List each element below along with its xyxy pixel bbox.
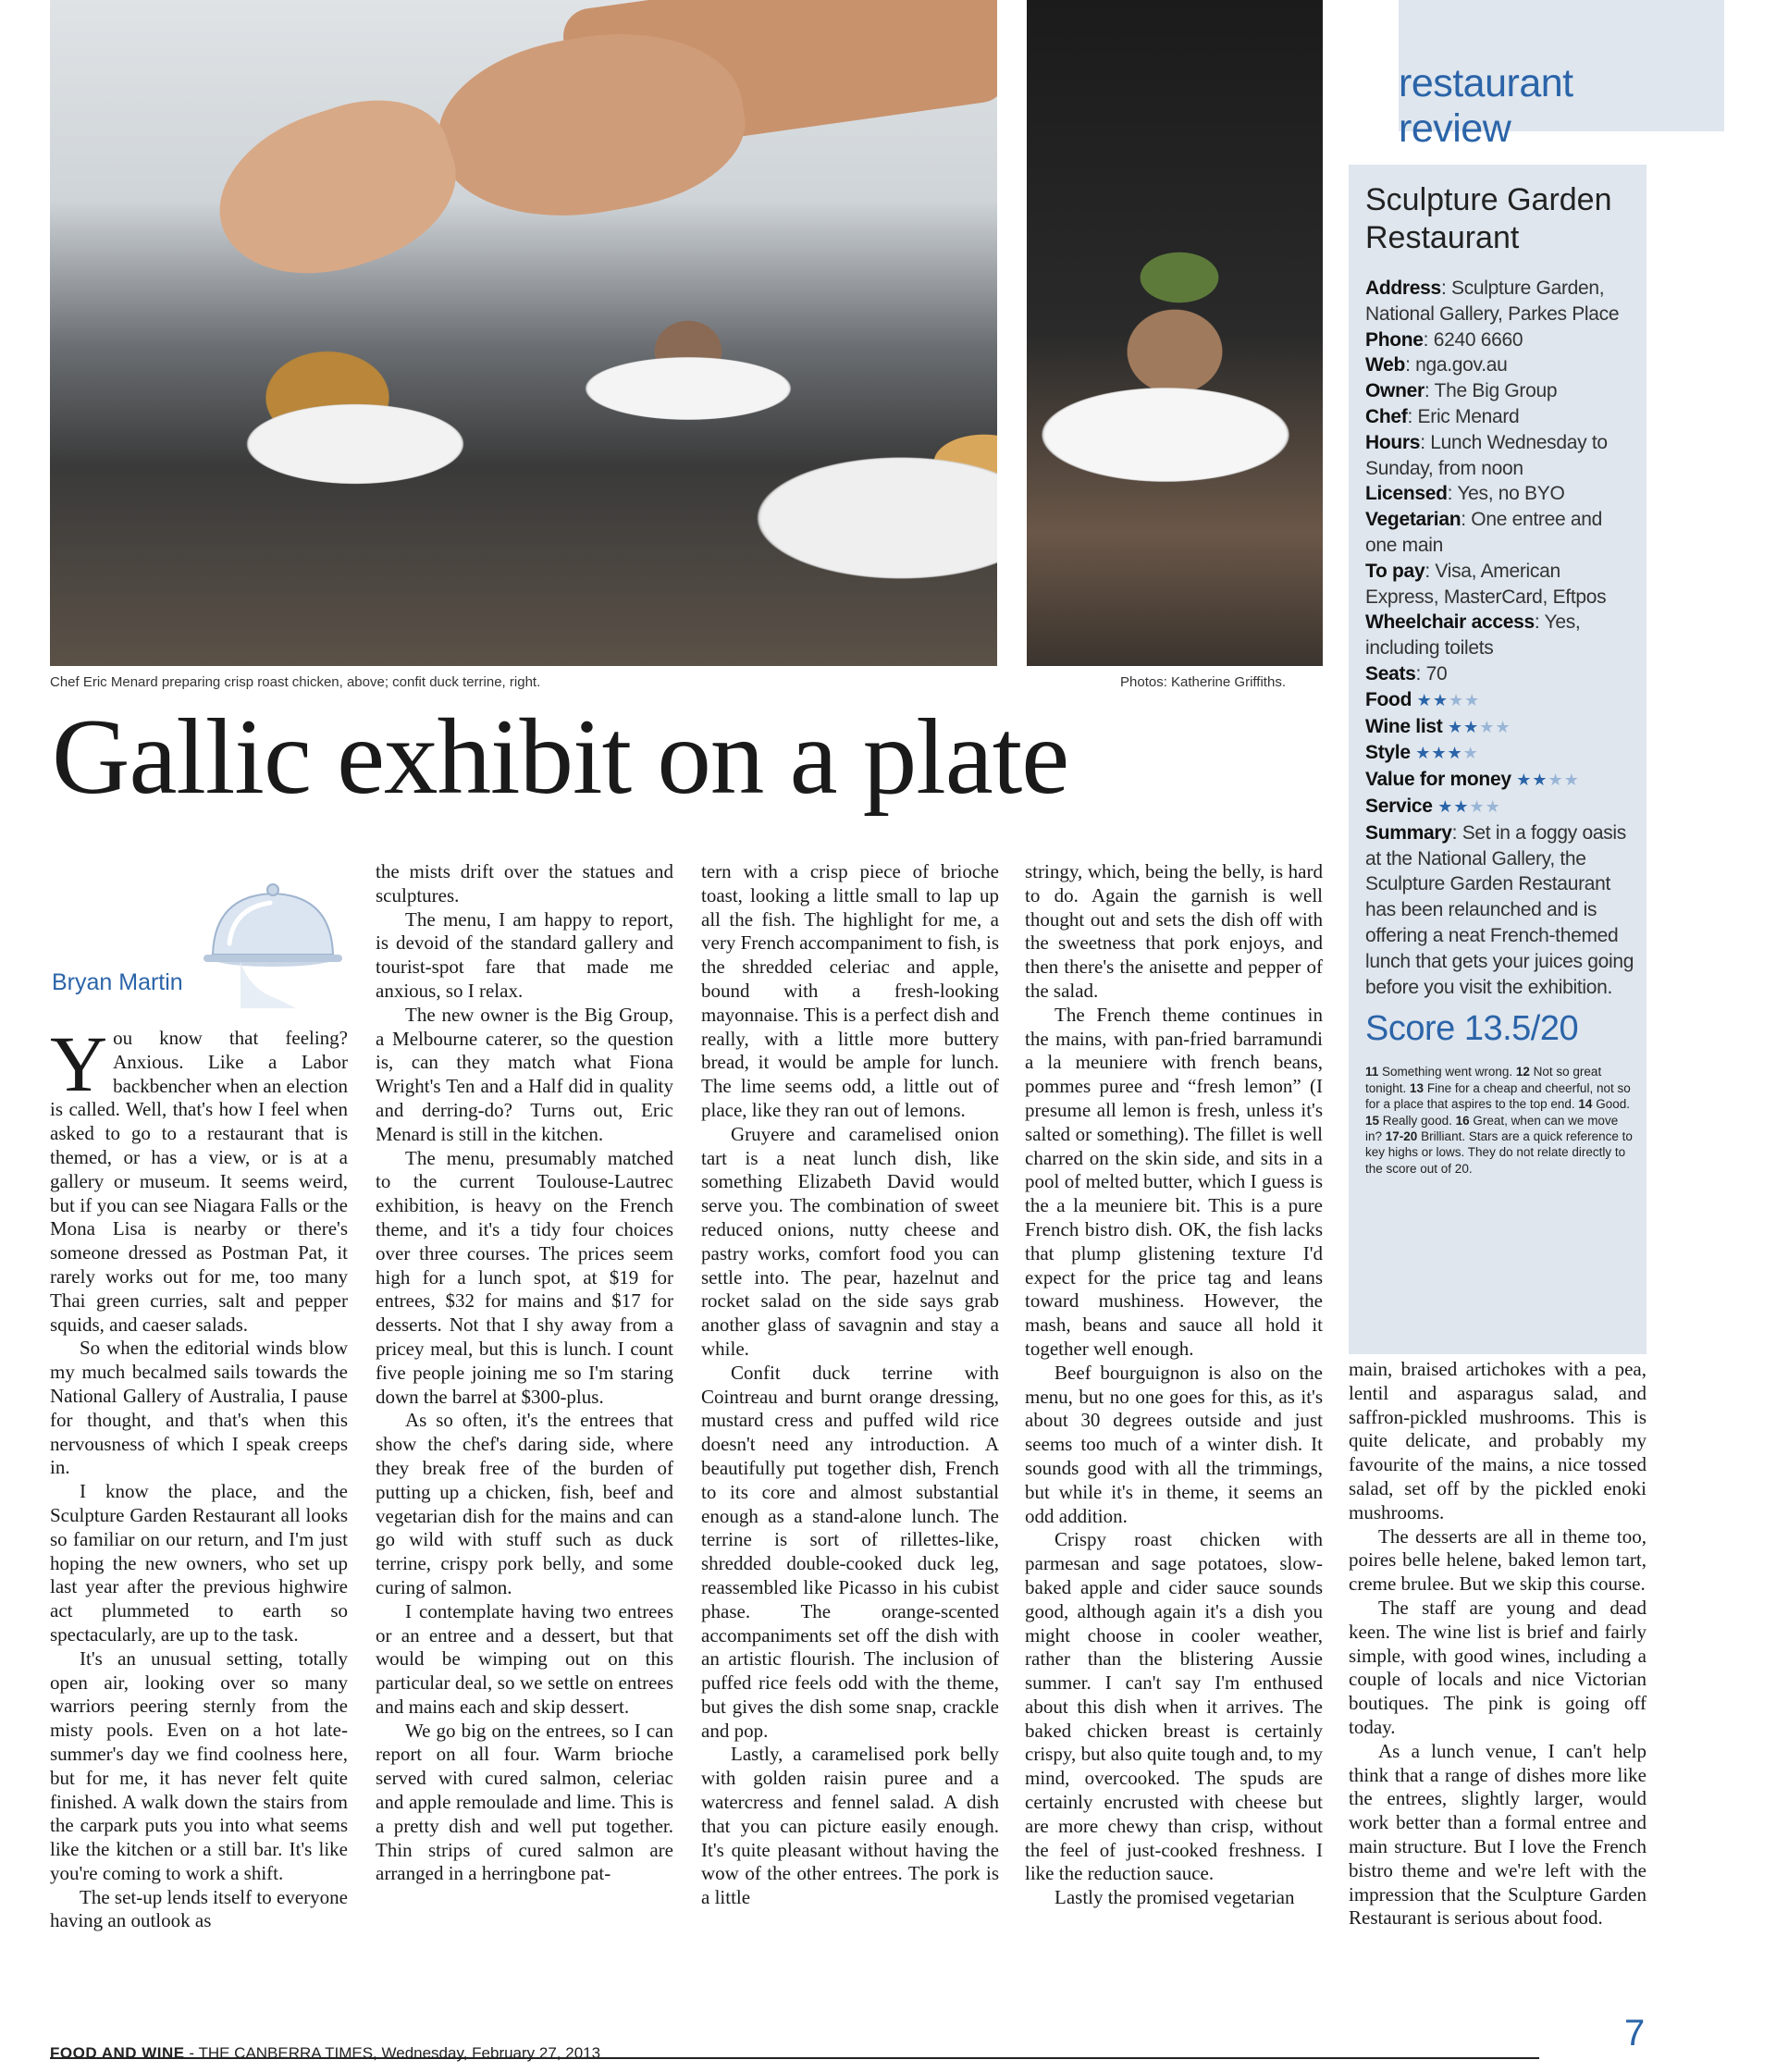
section-label: restaurant review	[1399, 61, 1573, 151]
paragraph: It's an unusual setting, totally open air, looking over so many warriors peering sternly from the misty pools. Even on a hot late-summer's day we find coolness here, but for me, it has never felt quite finished. A walk down the stairs from the carpark puts you into what seems like the kitchen or a still bar. It's like you're coming to work a shift.	[50, 1646, 348, 1884]
star-rating-icon: ★★★★	[1415, 744, 1479, 763]
rating-row: Food ★★★★	[1365, 688, 1481, 710]
star-rating-icon: ★★★★	[1437, 796, 1501, 816]
rating-row: Wine list ★★★★	[1365, 715, 1511, 737]
article-column-4	[1025, 860, 1323, 1910]
info-row: Wheelchair access: Yes, including toilets	[1365, 611, 1581, 660]
info-row: Phone: 6240 6660	[1365, 328, 1523, 351]
paragraph: The French theme continues in the mains, with pan-fried barramundi a la meuniere with french beans, pommes puree and “fresh lemon” (I presume all lemon is fresh, unless it's salted or something). The fillet is well charred on the skin side, and sits in a pool of melted butter, which I guess is the a la meuniere bit. This is a pure French bistro dish. OK, the fish lacks that plump glistening texture I'd expect for the price tag and leans toward mushiness. However, the mash, beans and sauce all hold it together well enough.	[1025, 1003, 1323, 1360]
section-tab	[1399, 0, 1724, 151]
paragraph: Confit duck terrine with Cointreau and burnt orange dressing, mustard cress and puffed wild rice doesn't need any introduction. A beautifully put together dish, French to its core and almost substantial enough as a stand-alone lunch. The terrine is sort of rillettes-like, shredded double-cooked duck leg, reassembled like Picasso in his cubist phase. The orange-scented accompaniments set off the dish with an artistic flourish. The inclusion of puffed rice feels odd with the theme, but gives the dish some snap, crackle and pop.	[701, 1361, 999, 1742]
cloche-icon	[185, 870, 348, 1008]
rating-rows	[1365, 687, 1637, 820]
paragraph: The menu, I am happy to report, is devoid of the standard gallery and tourist-spot fare that made me anxious, so I relax.	[376, 907, 673, 1002]
paragraph: The new owner is the Big Group, a Melbourne caterer, so the question is, can they match what Fiona Wright's Ten and a Half did in quality and derring-do? Turns out, Eric Menard is still in the kitchen.	[376, 1003, 673, 1145]
star-rating-icon: ★★★★	[1416, 690, 1481, 709]
paragraph: Lastly the promised vegetarian	[1054, 1886, 1295, 1909]
paragraph: Crispy roast chicken with parmesan and sage potatoes, slow-baked apple and cider sauce sounds good, although again it's a dish you might choose in cooler weather, rather than the blistering Aussie summer. I can't say I'm enthused about this dish when it arrives. The baked chicken breast is certainly crispy, but also quite tough and, to my mind, overcooked. The spuds are certainly encrusted with cheese but are more chewy than crisp, without the feel of just-cooked freshness. I like the reduction sauce.	[1025, 1528, 1323, 1885]
paragraph: ou know that feeling? Anxious. Like a Labor backbencher when an election is called. Well, that's how I feel when asked to go to a restaurant that is themed, or has a view, or is at a gallery or museum. It seems weird, but if you can see Niagara Falls or the Mona Lisa is nearby or there's someone dressed as Postman Pat, it rarely works out for me, too many Thai green curries, salt and pepper squids, and caeser salads.	[50, 1027, 348, 1336]
info-row: To pay: Visa, American Express, MasterCard, Eftpos	[1365, 560, 1607, 608]
paragraph: tern with a crisp piece of brioche toast, looking a little small to lap up all the fish. The highlight for me, a very French accompaniment to fish, is the shredded celeriac and apple, bound with a fresh-looking mayonnaise. This is a perfect dish and really, with a little more buttery bread, it would be ample for lunch. The lime seems odd, a little out of place, like they ran out of lemons.	[701, 860, 999, 1121]
info-row: Licensed: Yes, no BYO	[1365, 483, 1565, 505]
paragraph: stringy, which, being the belly, is hard to do. Again the garnish is well thought out and sets the dish off with the sweetness that pork enjoys, and then there's the anisette and pepper of the salad.	[1025, 860, 1323, 1002]
info-row: Vegetarian: One entree and one main	[1365, 509, 1603, 556]
info-row: Chef: Eric Menard	[1365, 405, 1520, 427]
paragraph: I contemplate having two entrees or an entree and a dessert, but that would be wimping out on this particular deal, so we settle on entrees and mains each and skip dessert.	[376, 1599, 673, 1718]
photo-credit: Photos: Katherine Griffiths.	[1120, 674, 1286, 690]
star-rating-icon: ★★★★	[1516, 771, 1580, 790]
info-row: Seats: 70	[1365, 662, 1448, 684]
paragraph: the mists drift over the statues and sculptures.	[376, 860, 673, 906]
paragraph: Gruyere and caramelised onion tart is a neat lunch dish, like something Elizabeth David would serve you. The combination of sweet reduced onions, nutty cheese and pastry works, comfort food you can settle into. The pear, hazelnut and rocket salad on the side says grab another glass of savagnin and stay a while.	[701, 1122, 999, 1360]
byline: Bryan Martin	[52, 969, 183, 995]
paragraph: The set-up lends itself to everyone having an outlook as	[50, 1885, 348, 1932]
star-rating-icon: ★★★★	[1448, 717, 1511, 736]
rating-row: Style ★★★★	[1365, 742, 1479, 764]
article-column-3	[701, 860, 999, 1910]
article-column-1	[50, 1019, 348, 1933]
dropcap: Y	[50, 1019, 108, 1108]
headline: Gallic exhibit on a plate	[52, 697, 1069, 817]
paragraph: I know the place, and the Sculpture Garden Restaurant all looks so familiar on our return, and I'm just hoping the new owners, who set up last year after the previous highwire act plummeted to earth so spectacularly, are up to the task.	[50, 1480, 348, 1646]
paragraph: The staff are young and dead keen. The wine list is brief and fairly simple, with good wines, including a couple of locals and nice Victorian boutiques. The pink is going off today.	[1349, 1596, 1646, 1738]
page-number: 7	[1624, 2013, 1646, 2054]
article-column-5	[1349, 1358, 1646, 1930]
footer-text: FOOD AND WINE - THE CANBERRA TIMES, Wednesday, February 27, 2013	[50, 2044, 601, 2062]
paragraph: We go big on the entrees, so I can report on all four. Warm brioche served with cured salmon, celeriac and apple remoulade and lime. This is a pretty dish and well put together. Thin strips of cured salmon are arranged in a herringbone pat-	[376, 1719, 673, 1885]
paragraph: Lastly, a caramelised pork belly with golden raisin puree and a watercress and fennel salad. A dish that you can picture easily enough. It's quite pleasant without having the wow of the other entrees. The pork is a little	[701, 1743, 999, 1909]
restaurant-info-box	[1349, 165, 1646, 1354]
paragraph: The menu, presumably matched to the current Toulouse-Lautrec exhibition, is heavy on the French theme, and it's a tidy four choices over three courses. The prices seem high for a lunch spot, at $19 for entrees, $32 for mains and $17 for desserts. Not that I shy away from a pricey meal, but this is lunch. I count five people joining me so I'm staring down the barrel at $300-plus.	[376, 1146, 673, 1408]
paragraph: As a lunch venue, I can't help think that a range of dishes more like the entrees, slightly larger, would work better than a formal entree and main structure. But I love the French bistro theme and we're left with the impression that the Sculpture Garden Restaurant is serious about food.	[1349, 1739, 1646, 1930]
chef-photo	[50, 0, 997, 666]
paragraph: The desserts are all in theme too, poires belle helene, baked lemon tart, creme brulee. But we skip this course.	[1349, 1524, 1646, 1596]
photo-caption: Chef Eric Menard preparing crisp roast chicken, above; confit duck terrine, right.	[50, 674, 541, 690]
paragraph: main, braised artichokes with a pea, lentil and asparagus salad, and saffron-pickled mushrooms. This is quite delicate, and probably my favourite of the mains, a nice tossed salad, set off by the pickled enoki mushrooms.	[1349, 1358, 1646, 1523]
score: Score 13.5/20	[1365, 1009, 1579, 1049]
paragraph: As so often, it's the entrees that show the chef's daring side, where they break free of the burden of putting up a chicken, fish, beef and vegetarian dish for the mains and can go wild with stuff such as duck terrine, crispy pork belly, and some curing of salmon.	[376, 1409, 673, 1598]
info-row: Hours: Lunch Wednesday to Sunday, from noon	[1365, 431, 1608, 479]
article-column-2	[376, 860, 673, 1886]
paragraph: Beef bourguignon is also on the menu, but no one goes for this, as it's about 30 degrees outside and just seems too much of a winter dish. It sounds good with all the trimmings, but while it's in theme, it seems an odd addition.	[1025, 1361, 1323, 1527]
summary: Summary: Set in a foggy oasis at the National Gallery, the Sculpture Garden Restaurant has been relaunched and is offering a neat French-themed lunch that gets your juices going before you visit the exhibition.	[1365, 821, 1634, 998]
info-row: Address: Sculpture Garden, National Gallery, Parkes Place	[1365, 278, 1620, 325]
restaurant-name: Sculpture Garden Restaurant	[1365, 182, 1612, 255]
info-rows	[1365, 276, 1637, 687]
rating-row: Service ★★★★	[1365, 795, 1501, 817]
terrine-photo	[1027, 0, 1323, 666]
score-key: 11 Something went wrong. 12 Not so great tonight. 13 Fine for a cheap and cheerful, not so for a place that aspires to the top end. 14 Good. 15 Really good. 16 Great, when can we move in? 17-20 Brilliant. Stars are a quick reference to key highs or lows. They do not relate directly to the score out of 20.	[1365, 1065, 1633, 1176]
paragraph: So when the editorial winds blow my much becalmed sails towards the National Gallery of Australia, I pause for thought, and that's when this nervousness of which I speak creeps in.	[50, 1337, 348, 1479]
info-row: Web: nga.gov.au	[1365, 354, 1508, 376]
rating-row: Value for money ★★★★	[1365, 769, 1580, 791]
info-row: Owner: The Big Group	[1365, 380, 1558, 402]
